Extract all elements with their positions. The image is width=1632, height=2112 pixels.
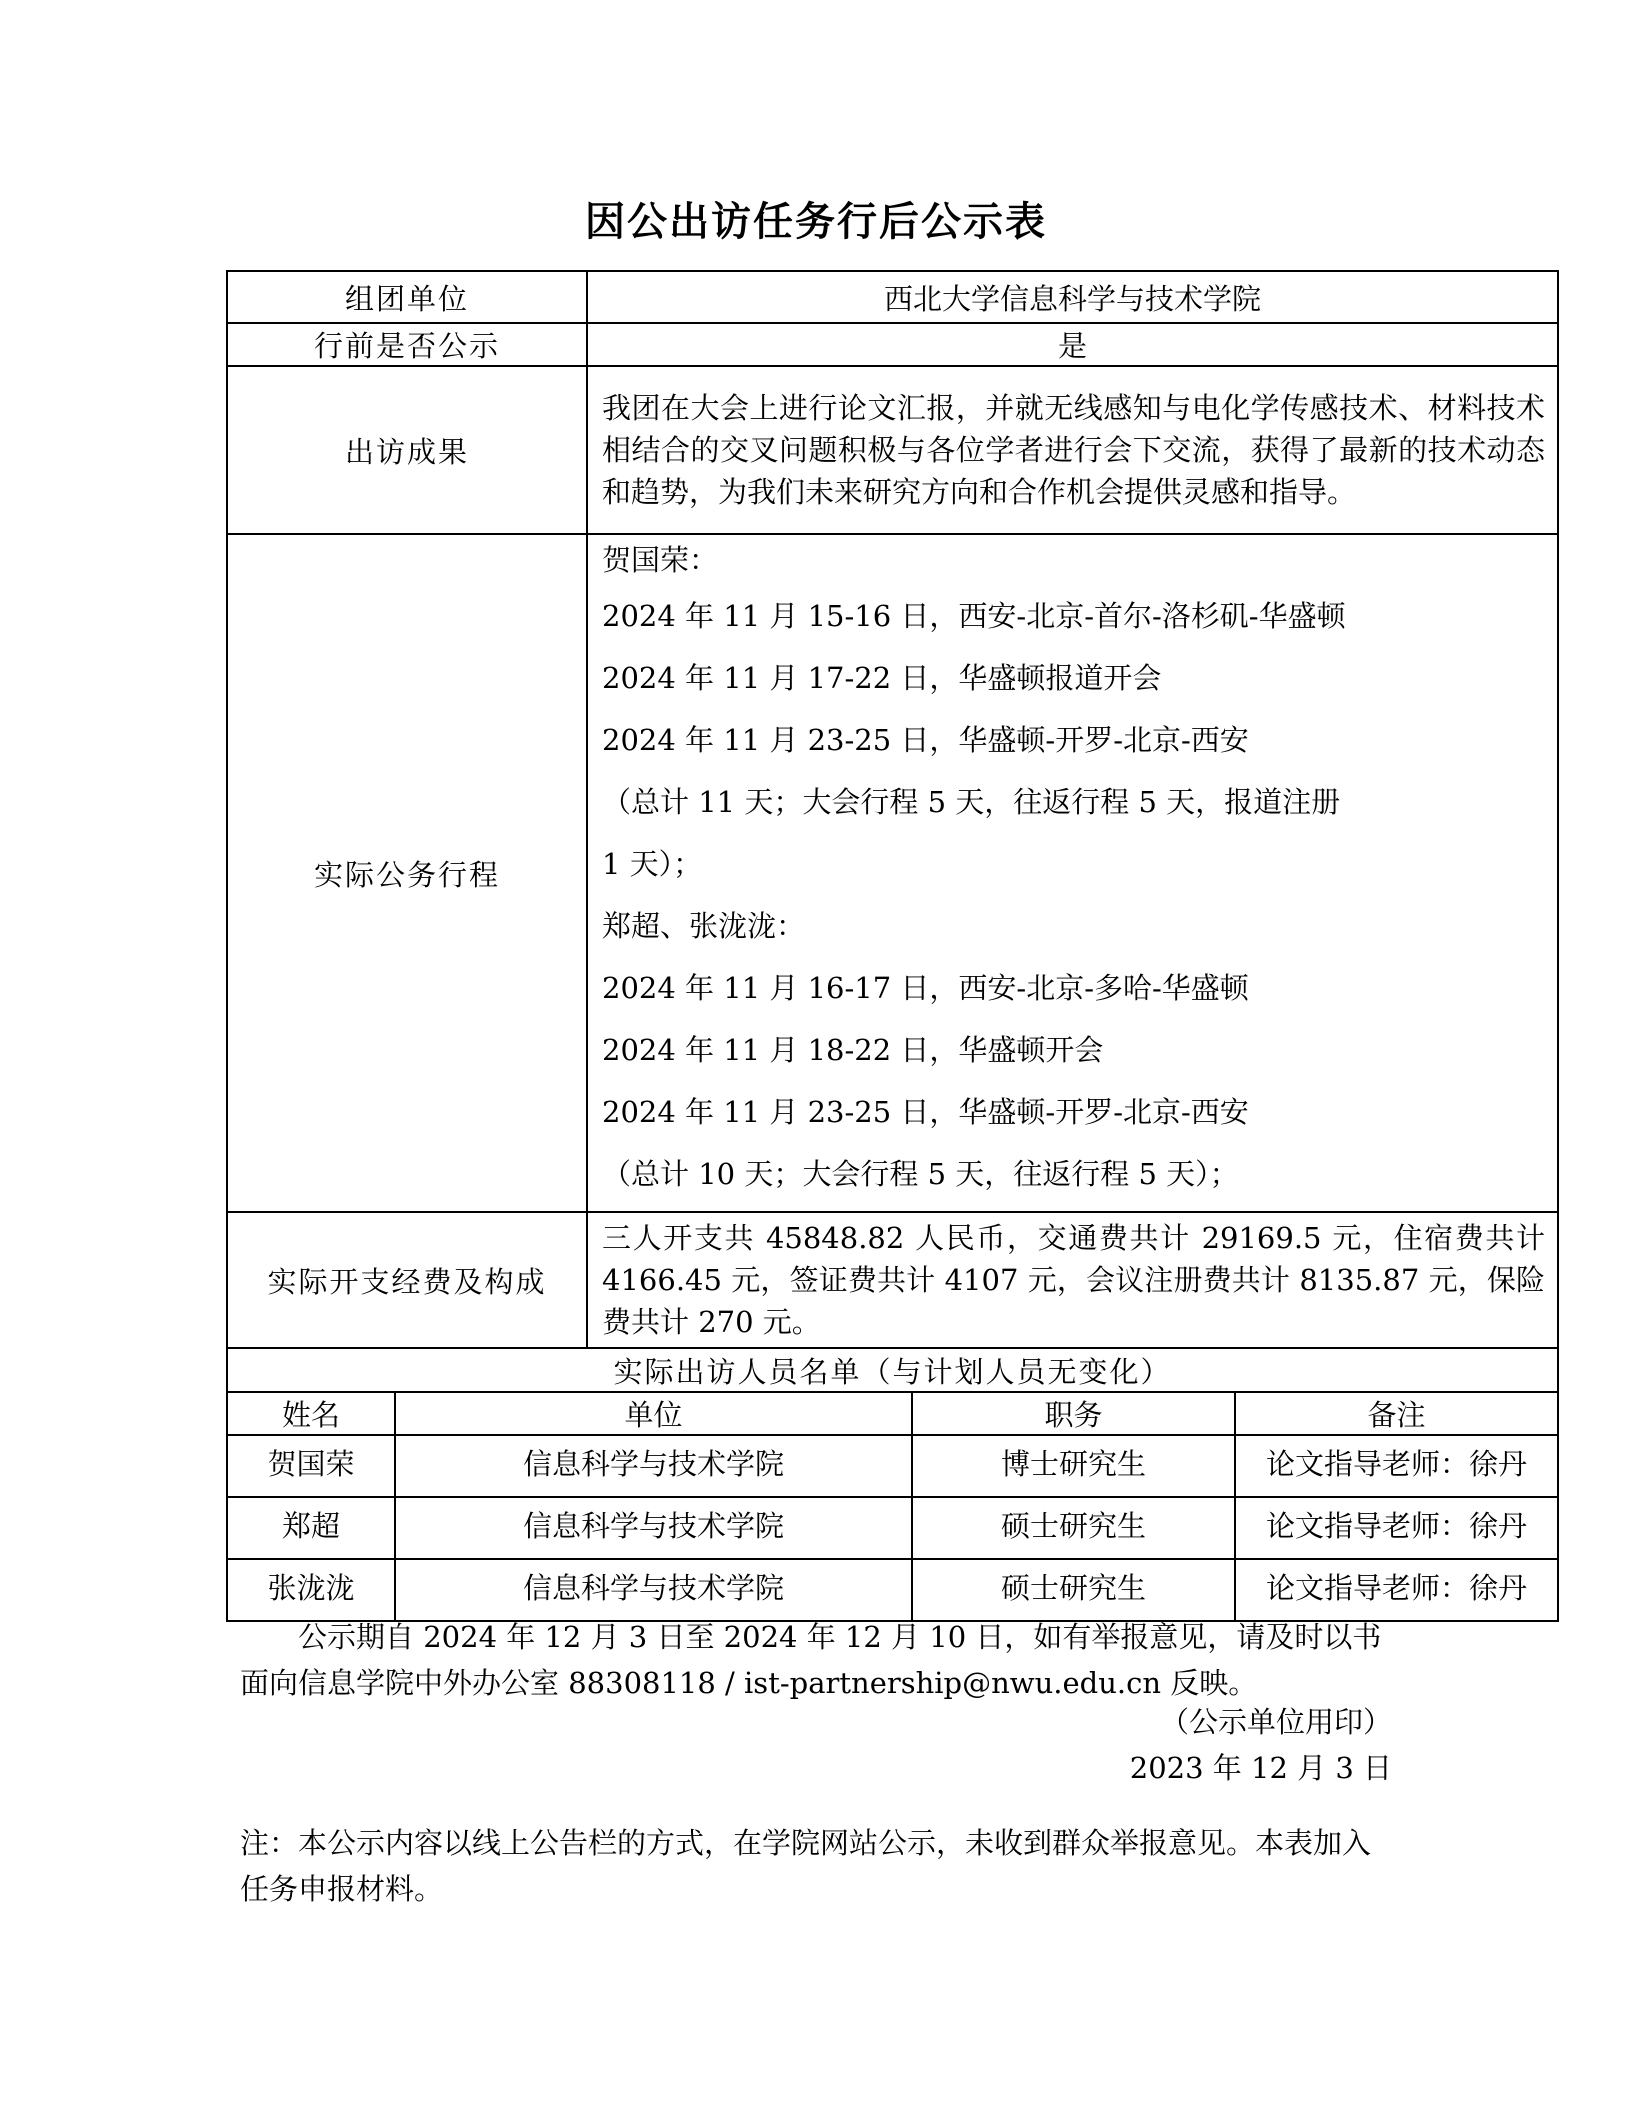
itinerary-value <box>587 534 1558 1212</box>
itinerary-line: 2024 年 11 月 16-17 日，西安-北京-多哈-华盛顿 <box>602 971 1249 1005</box>
expense-label: 实际开支经费及构成 <box>227 1212 587 1348</box>
member-name: 张泷泷 <box>227 1559 395 1621</box>
itinerary-line: 2024 年 11 月 23-25 日，华盛顿-开罗-北京-西安 <box>602 1095 1249 1129</box>
members-heading: 实际出访人员名单（与计划人员无变化） <box>227 1348 1558 1392</box>
publicity-table <box>226 270 1559 1622</box>
member-position: 硕士研究生 <box>912 1497 1235 1559</box>
expense-value: 三人开支共 45848.82 人民币，交通费共计 29169.5 元，住宿费共计 4166.45 元，签证费共计 4107 元，会议注册费共计 8135.87 元，保险费共计 270 元。 <box>587 1212 1558 1348</box>
row-result <box>227 366 1558 534</box>
member-remark: 论文指导老师：徐丹 <box>1235 1497 1558 1559</box>
itinerary-line: 郑超、张泷泷： <box>602 909 806 943</box>
table-row <box>227 1435 1558 1497</box>
page-title: 因公出访任务行后公示表 <box>585 198 1047 245</box>
col-header-name: 姓名 <box>227 1392 395 1435</box>
itinerary-line: （总计 10 天；大会行程 5 天，往返行程 5 天）； <box>602 1157 1239 1191</box>
itinerary-label: 实际公务行程 <box>227 534 587 1212</box>
col-header-unit: 单位 <box>395 1392 912 1435</box>
result-value: 我团在大会上进行论文汇报，并就无线感知与电化学传感技术、材料技术相结合的交叉问题积极与各位学者进行会下交流，获得了最新的技术动态和趋势，为我们未来研究方向和合作机会提供灵感和指导。 <box>587 366 1558 534</box>
itinerary-line: 2024 年 11 月 17-22 日，华盛顿报道开会 <box>602 661 1162 695</box>
col-header-remark: 备注 <box>1235 1392 1558 1435</box>
publicity-notice: 公示期自 2024 年 12 月 3 日至 2024 年 12 月 10 日，如有举报意见，请及时以书面向信息学院中外办公室 88308118 / ist-partnership@nwu.edu.cn 反映。 <box>240 1620 1382 1700</box>
result-label: 出访成果 <box>227 366 587 534</box>
member-remark: 论文指导老师：徐丹 <box>1235 1435 1558 1497</box>
row-expense <box>227 1212 1558 1348</box>
row-itinerary <box>227 534 1558 1212</box>
prepublic-value: 是 <box>587 323 1558 366</box>
member-unit: 信息科学与技术学院 <box>395 1559 912 1621</box>
table-row <box>227 1559 1558 1621</box>
itinerary-line: 2024 年 11 月 23-25 日，华盛顿-开罗-北京-西安 <box>602 723 1249 757</box>
member-name: 郑超 <box>227 1497 395 1559</box>
itinerary-line: 贺国荣： <box>602 543 719 577</box>
row-members-heading <box>227 1348 1558 1392</box>
member-remark: 论文指导老师：徐丹 <box>1235 1559 1558 1621</box>
member-unit: 信息科学与技术学院 <box>395 1497 912 1559</box>
publicity-date: 2023 年 12 月 3 日 <box>1129 1751 1392 1785</box>
member-name: 贺国荣 <box>227 1435 395 1497</box>
org-value: 西北大学信息科学与技术学院 <box>587 271 1558 323</box>
table-row <box>227 1497 1558 1559</box>
itinerary-line: （总计 11 天；大会行程 5 天，往返行程 5 天，报道注册 <box>602 785 1341 819</box>
col-header-position: 职务 <box>912 1392 1235 1435</box>
members-header-row <box>227 1392 1558 1435</box>
stamp-note: （公示单位用印） <box>1159 1705 1392 1739</box>
itinerary-line: 2024 年 11 月 15-16 日，西安-北京-首尔-洛杉矶-华盛顿 <box>602 599 1346 633</box>
member-position: 博士研究生 <box>912 1435 1235 1497</box>
org-label: 组团单位 <box>227 271 587 323</box>
member-unit: 信息科学与技术学院 <box>395 1435 912 1497</box>
footnote: 注：本公示内容以线上公告栏的方式，在学院网站公示，未收到群众举报意见。本表加入任务申报材料。 <box>240 1826 1372 1906</box>
row-prepublic <box>227 323 1558 366</box>
itinerary-line: 1 天）； <box>602 847 703 881</box>
prepublic-label: 行前是否公示 <box>227 323 587 366</box>
itinerary-line: 2024 年 11 月 18-22 日，华盛顿开会 <box>602 1033 1104 1067</box>
member-position: 硕士研究生 <box>912 1559 1235 1621</box>
row-organization <box>227 271 1558 323</box>
